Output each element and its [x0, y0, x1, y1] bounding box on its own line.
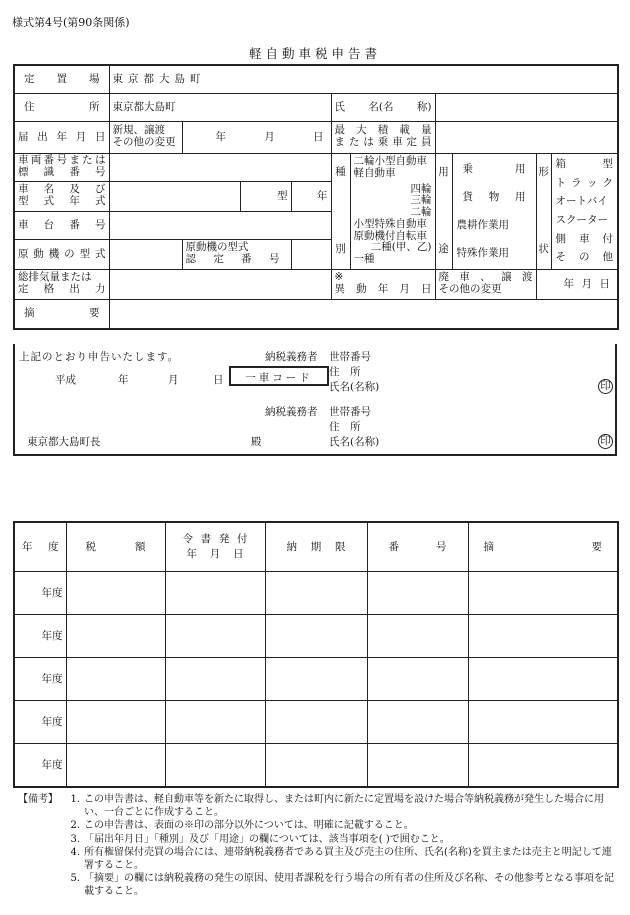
ledger-cell[interactable] [66, 701, 165, 744]
ledger-cell[interactable] [66, 744, 165, 788]
ledger-cell[interactable] [66, 658, 165, 701]
note-text: 「摘要」の欄には納税義務の発生の原因、使用者課税を行う場合の所有者の住所及び名称、その他参考となる事項を記載すること。 [84, 873, 614, 898]
ledger-row-year[interactable] [14, 701, 66, 744]
kind-options[interactable] [350, 153, 435, 269]
note-number: 4. [70, 846, 80, 858]
ledger-cell[interactable] [367, 572, 468, 615]
notes-section [18, 793, 618, 899]
max-load-field[interactable] [435, 121, 618, 153]
use-label: 用 途 [435, 153, 452, 269]
ledger-cell[interactable] [468, 615, 618, 658]
name-label-2: 氏名(名称) [329, 436, 380, 448]
max-load-label: 最 大 積 載 量 ま た は 乗 車 定 員 [331, 121, 435, 153]
engine-cert-label: 原動機の型式 認 定 番 号 [182, 239, 291, 269]
note-item [18, 793, 618, 819]
ledger-cell[interactable] [367, 615, 468, 658]
note-item [18, 846, 618, 872]
note-number: 5. [70, 873, 80, 885]
declaration-year: 年 [118, 374, 129, 386]
name-label: 氏 名(名 称) [331, 93, 435, 121]
displacement-field[interactable] [109, 269, 331, 299]
change-date-label: ※ 異 動 年 月 日 [331, 269, 435, 299]
seal-icon-1: 印 [598, 379, 613, 394]
ledger-cell[interactable] [165, 744, 265, 788]
engine-label: 原 動 機 の 型 式 [14, 239, 109, 269]
ledger-cell[interactable] [265, 701, 367, 744]
note-item [18, 833, 618, 846]
ledger-row-year[interactable] [14, 658, 66, 701]
engine-field[interactable] [109, 239, 182, 269]
declaration-statement: 上記のとおり申告いたします。 [19, 351, 180, 363]
note-heading [18, 846, 62, 872]
taxpayer-label-2: 納税義務者 [265, 406, 318, 418]
ledger-row-year[interactable] [14, 572, 66, 615]
note-heading [18, 872, 62, 898]
ledger-cell[interactable] [165, 615, 265, 658]
model-year-field[interactable]: 年 [291, 181, 331, 211]
vehicle-no-field[interactable] [109, 153, 331, 181]
ledger-cell[interactable] [265, 615, 367, 658]
ledger-row [14, 658, 618, 701]
shape-options[interactable] [551, 153, 618, 269]
ledger-cell[interactable] [165, 658, 265, 701]
scrap-date-field[interactable]: 年 月 日 [536, 269, 618, 299]
shape-other[interactable]: そ の 他 [555, 251, 614, 264]
use-passenger[interactable]: 乗 用 [462, 162, 526, 175]
kind-label: 種 別 [331, 153, 350, 269]
seal-icon-2: 印 [598, 434, 613, 449]
ledger-row [14, 615, 618, 658]
recipient: 東京都大島町長 [27, 436, 101, 448]
ledger-cell[interactable] [66, 615, 165, 658]
declaration-section [13, 344, 617, 456]
kind-moped-type1[interactable]: 一種 [353, 253, 375, 266]
filing-date-label: 届 出 年 月 日 [14, 121, 109, 153]
note-item [18, 872, 618, 898]
ledger-cell[interactable] [265, 572, 367, 615]
vehicle-no-label: 車 両 番 号 ま た は 標 識 番 号 [14, 153, 109, 181]
kind-light-vehicle[interactable]: 軽自動車 [353, 166, 396, 179]
household-no-label-2: 世帯番号 [329, 406, 371, 418]
ledger-table [13, 521, 619, 788]
vehicle-code-box[interactable]: 一車コード [229, 366, 329, 386]
filing-type[interactable]: 新規、譲渡 その他の変更 [109, 121, 182, 153]
note-number: 3. [70, 833, 80, 845]
kind-special-small[interactable]: 小型特殊自動車 [353, 217, 427, 230]
address-label-1: 住 所 [329, 366, 361, 378]
shape-box[interactable]: 箱 型 [555, 158, 614, 171]
ledger-header-deadline: 納 期 限 [265, 522, 367, 572]
use-cargo[interactable]: 貨 物 用 [462, 190, 526, 203]
vehicle-name-field[interactable] [109, 181, 240, 211]
kind-moped[interactable]: 原動機付自転車 [353, 229, 427, 242]
address-value: 東京都大島町 [112, 100, 176, 113]
name-field[interactable] [435, 93, 618, 121]
note-heading: 【備考】 [18, 794, 58, 805]
note-number: 1. [70, 794, 80, 805]
form-title: 軽自動車税申告書 [248, 46, 381, 61]
ledger-header-number: 番 号 [367, 522, 468, 572]
shape-sidecar[interactable]: 側 車 付 [555, 232, 614, 245]
note-item [18, 819, 618, 832]
ledger-cell[interactable] [468, 572, 618, 615]
ledger-cell[interactable] [165, 701, 265, 744]
use-options[interactable] [452, 153, 536, 269]
name-label-1: 氏名(名称) [329, 381, 380, 393]
ledger-header-remarks: 摘 要 [468, 522, 618, 572]
vehicle-info-table [13, 64, 619, 330]
chassis-field[interactable] [109, 211, 331, 239]
location-value: 東京都大島町 [112, 72, 206, 85]
ledger-cell[interactable] [165, 572, 265, 615]
ledger-cell[interactable] [265, 658, 367, 701]
ledger-cell[interactable] [367, 744, 468, 788]
ledger-row [14, 572, 618, 615]
declaration-era: 平成 [55, 374, 76, 386]
note-heading [18, 819, 62, 832]
ledger-cell[interactable] [66, 572, 165, 615]
note-text: この申告書は、表面の※印の部分以外については、明確に記載すること。 [84, 820, 414, 832]
address-label: 住 所 [14, 93, 109, 121]
ledger-year-label: 年度 [41, 672, 63, 685]
address-field[interactable] [109, 93, 331, 121]
honorific: 殿 [251, 436, 262, 448]
ledger-cell[interactable] [468, 701, 618, 744]
displacement-label: 総排気量または 定 格 出 力 [14, 269, 109, 299]
remarks-label: 摘 要 [14, 299, 109, 329]
note-heading [18, 833, 62, 846]
kind-moped-type2[interactable]: 二種(甲、乙) [370, 241, 432, 254]
kind-wheels[interactable]: 四輪 三輪 二輪 [410, 182, 432, 219]
ledger-year-label: 年度 [41, 758, 63, 771]
ledger-row [14, 744, 618, 788]
ledger-cell[interactable] [367, 658, 468, 701]
engine-cert-field[interactable] [291, 239, 331, 269]
form-number: 様式第4号(第90条関係) [12, 16, 130, 29]
ledger-cell[interactable] [265, 744, 367, 788]
ledger-header-year: 年 度 [14, 522, 66, 572]
chassis-label: 車 台 番 号 [14, 211, 109, 239]
note-text: この申告書は、軽自動車等を新たに取得し、または町内に新たに定置場を設けた場合等納税義務が発生した場合に用い、一台ごとに作成すること。 [84, 794, 604, 819]
remarks-field[interactable] [109, 299, 618, 329]
declaration-month: 月 [168, 374, 179, 386]
ledger-row-year[interactable] [14, 744, 66, 788]
shape-motorcycle[interactable]: オートバイ [555, 195, 608, 208]
use-special-work[interactable]: 特殊作業用 [456, 246, 509, 259]
note-number: 2. [70, 820, 80, 832]
vehicle-name-label: 車 名 及 び 型 式 年 式 [14, 181, 109, 211]
ledger-year-label: 年度 [41, 629, 63, 642]
address-label-2: 住 所 [329, 421, 361, 433]
location-label: 定 置 場 [14, 65, 109, 93]
shape-label: 形 状 [536, 153, 551, 269]
scrap-label: 廃 車 、 譲 渡 その他の変更 [435, 269, 536, 299]
ledger-cell[interactable] [468, 744, 618, 788]
ledger-year-label: 年度 [41, 715, 63, 728]
ledger-cell[interactable] [468, 658, 618, 701]
taxpayer-label-1: 納税義務者 [265, 351, 318, 363]
ledger-year-label: 年度 [41, 586, 63, 599]
shape-truck[interactable]: ト ラ ッ ク [555, 176, 614, 189]
ledger-header-issue-date: 令 書 発 付 年 月 日 [165, 522, 265, 572]
note-text: 「届出年月日」「種別」及び「用途」の欄については、該当事項を( )で囲むこと。 [84, 833, 450, 845]
ledger-row [14, 701, 618, 744]
filing-date-field[interactable]: 年 月 日 [182, 121, 331, 153]
kind-two-wheel-small[interactable]: 二輪小型自動車 [353, 155, 427, 168]
note-text: 所有権留保付売買の場合には、連帯納税義務者である買主及び売主の住所、氏名(名称)を買主または売主と明記して連署すること。 [84, 846, 612, 871]
declaration-day: 日 [213, 374, 224, 386]
ledger-header-tax: 税 額 [66, 522, 165, 572]
ledger-cell[interactable] [367, 701, 468, 744]
use-farming[interactable]: 農耕作業用 [456, 218, 509, 231]
ledger-row-year[interactable] [14, 615, 66, 658]
shape-scooter[interactable]: スクーター [555, 214, 608, 226]
model-field[interactable]: 型 [240, 181, 291, 211]
location-field[interactable] [109, 65, 618, 93]
household-no-label-1: 世帯番号 [329, 351, 371, 363]
